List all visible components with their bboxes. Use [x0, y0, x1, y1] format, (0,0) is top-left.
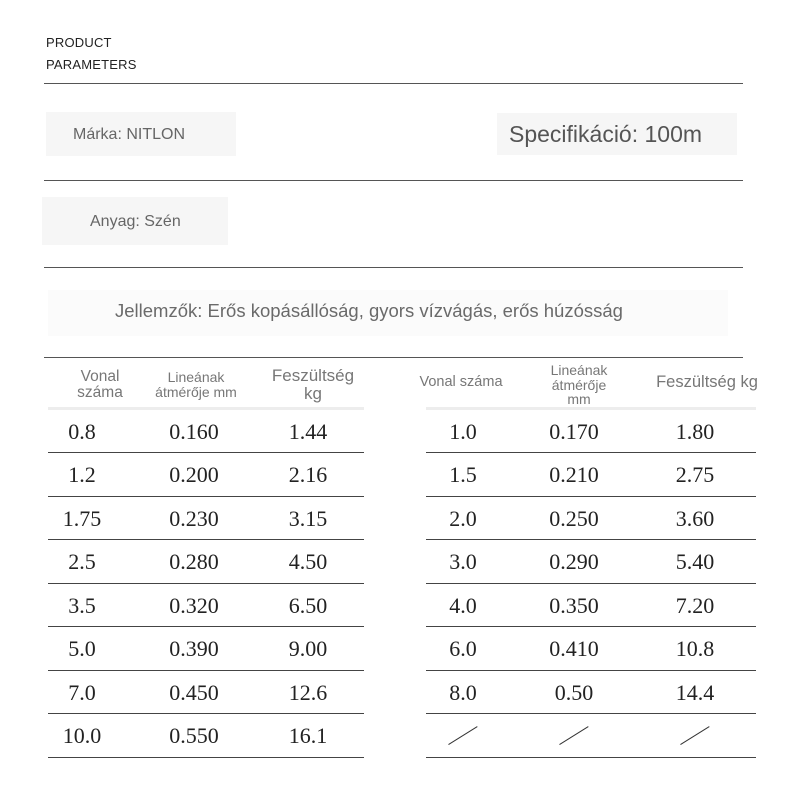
- spec-table-right: [0, 357, 800, 777]
- table-cell: 16.1: [288, 723, 328, 748]
- spec-label: Specifikáció: 100m: [509, 121, 703, 147]
- table-cell: 0.230: [169, 505, 219, 531]
- table-cell: 0.320: [169, 592, 219, 618]
- slash-icon: [448, 726, 478, 745]
- column-header-diameter: Lineának átmérője mm: [155, 369, 237, 400]
- brand-label: Márka: NITLON: [73, 126, 186, 143]
- table-cell: 1.2: [68, 462, 96, 487]
- table-row: [426, 541, 756, 584]
- title-line-2: PARAMETERS: [46, 57, 137, 72]
- table-cell: 0.210: [549, 462, 599, 487]
- table-cell: 0.410: [549, 636, 599, 661]
- table-cell: 5.0: [68, 636, 96, 661]
- column-header-line-number: Vonal száma: [419, 374, 503, 391]
- table-cell: 0.280: [169, 549, 219, 574]
- table-cell: 0.160: [169, 418, 219, 444]
- column-header-tension: Feszültség kg: [271, 366, 355, 403]
- table-cell: 0.170: [549, 418, 599, 444]
- features-label: Jellemzők: Erős kopásállóság, gyors vízvágás, erős húzósság: [115, 300, 623, 321]
- table-cell: 0.8: [68, 418, 96, 444]
- title-line-1: PRODUCT: [46, 35, 112, 50]
- table-cell: 0.290: [549, 549, 599, 574]
- column-header-diameter: Lineának átmérője mm: [550, 361, 608, 408]
- empty-cell: [524, 715, 624, 758]
- material-label: Anyag: Szén: [90, 213, 181, 230]
- table-cell: 7.0: [68, 679, 96, 705]
- empty-cell: [645, 715, 745, 758]
- table-cell: 2.16: [288, 462, 328, 487]
- table-row: [426, 584, 756, 627]
- table-cell: 9.00: [288, 636, 328, 661]
- table-cell: 12.6: [288, 679, 328, 705]
- table-cell: 1.80: [675, 418, 715, 444]
- table-cell: 6.50: [288, 592, 328, 618]
- table-cell: 2.0: [449, 505, 477, 531]
- table-cell: 2.75: [675, 462, 715, 487]
- column-header-tension: Feszültség kg: [656, 373, 758, 392]
- table-cell: 0.390: [169, 636, 219, 661]
- table-row: [426, 454, 756, 497]
- table-row: [426, 715, 756, 758]
- divider: [44, 83, 743, 84]
- material-field: [90, 213, 181, 231]
- brand-field: [73, 126, 185, 144]
- table-cell: 3.5: [68, 592, 96, 618]
- table-cell: 8.0: [449, 679, 477, 705]
- table-cell: 6.0: [449, 636, 477, 661]
- table-cell: 5.40: [675, 549, 715, 574]
- table-cell: 0.350: [549, 592, 599, 618]
- slash-icon: [559, 726, 589, 745]
- table-row: [426, 497, 756, 540]
- table-cell: 10.0: [62, 723, 102, 748]
- table-cell: 10.8: [675, 636, 715, 661]
- table-cell: 1.0: [449, 418, 477, 444]
- table-cell: 3.15: [288, 505, 328, 531]
- empty-cell: [413, 715, 513, 758]
- table-row: [426, 671, 756, 714]
- table-row: [426, 628, 756, 671]
- features-field: [115, 300, 623, 322]
- table-cell: 1.5: [449, 462, 477, 487]
- table-cell: 4.0: [449, 592, 477, 618]
- table-row: [426, 410, 756, 453]
- spec-field: [509, 121, 702, 148]
- table-cell: 0.550: [169, 723, 219, 748]
- table-cell: 0.200: [169, 462, 219, 487]
- table-cell: 0.450: [169, 679, 219, 705]
- column-header-line-number: Vonal száma: [77, 367, 123, 401]
- table-cell: 4.50: [288, 549, 328, 574]
- table-cell: 3.0: [449, 549, 477, 574]
- slash-icon: [680, 726, 710, 745]
- table-cell: 0.250: [549, 505, 599, 531]
- page-title: [46, 32, 137, 76]
- table-cell: 0.50: [554, 679, 594, 705]
- table-cell: 14.4: [675, 679, 715, 705]
- table-cell: 3.60: [675, 505, 715, 531]
- divider: [44, 267, 743, 268]
- table-cell: 2.5: [68, 549, 96, 574]
- table-cell: 1.75: [62, 505, 102, 531]
- table-cell: 1.44: [288, 418, 328, 444]
- table-cell: 7.20: [675, 592, 715, 618]
- row-divider: [426, 757, 756, 758]
- divider: [44, 180, 743, 181]
